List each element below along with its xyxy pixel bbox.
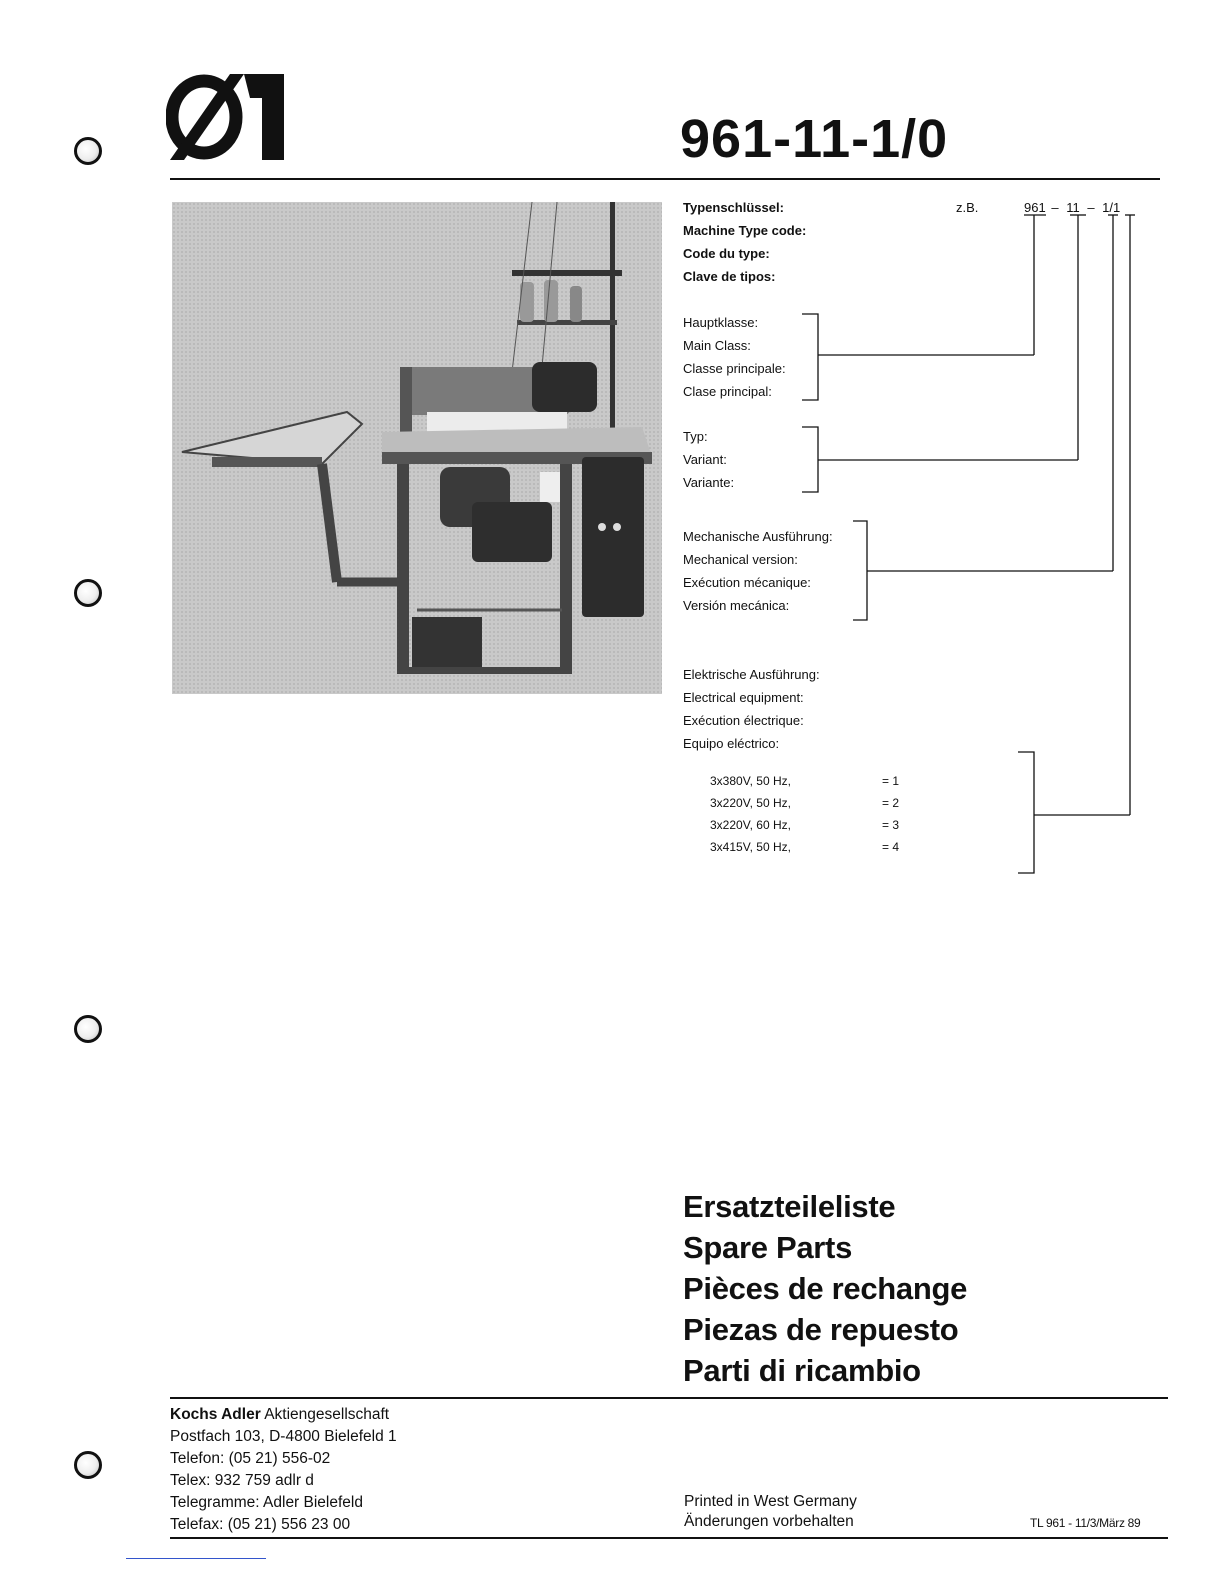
type-key-label-en: Machine Type code: [683, 223, 807, 238]
company-telegram: Telegramme: Adler Bielefeld [170, 1494, 363, 1511]
company-phone: Telefon: (05 21) 556-02 [170, 1450, 331, 1467]
company-postbox: Postfach 103, D-4800 Bielefeld 1 [170, 1428, 397, 1445]
title-en: Spare Parts [683, 1230, 853, 1265]
bottom-link-line [126, 1558, 266, 1559]
mechanical-en: Mechanical version: [683, 552, 798, 567]
title-es: Piezas de repuesto [683, 1312, 959, 1347]
mechanical-es: Versión mecánica: [683, 598, 790, 613]
voltage-option-1: 3x380V, 50 Hz, [710, 774, 791, 788]
type-key-label-de: Typenschlüssel: [683, 200, 784, 215]
code-variant: 11 [1066, 200, 1080, 215]
footer-rule-bottom [170, 1537, 1168, 1539]
electrical-en: Electrical equipment: [683, 690, 804, 705]
main-class-en: Main Class: [683, 338, 751, 353]
title-block [683, 1186, 967, 1391]
voltage-code-3: = 3 [882, 818, 900, 832]
example-prefix: z.B. [956, 200, 979, 215]
company-telex: Telex: 932 759 adlr d [170, 1472, 314, 1489]
code-main-class: 961 [1024, 200, 1046, 215]
code-dash-2: – [1087, 200, 1095, 215]
main-class-fr: Classe principale: [683, 361, 786, 376]
main-class-es: Clase principal: [683, 384, 772, 399]
variant-en: Variant: [683, 452, 727, 467]
mechanical-de: Mechanische Ausführung: [683, 529, 833, 544]
company-name [170, 1404, 397, 1426]
company-name-bold: Kochs Adler [170, 1406, 261, 1423]
variant-fr: Variante: [683, 475, 735, 490]
document-reference: TL 961 - 11/3/März 89 [1030, 1516, 1141, 1530]
code-electrical: 1 [1113, 200, 1121, 215]
electrical-es: Equipo eléctrico: [683, 736, 780, 751]
code-dash-1: – [1051, 200, 1059, 215]
mechanical-fr: Exécution mécanique: [683, 575, 811, 590]
footer-rule-top [170, 1397, 1168, 1399]
company-address [170, 1404, 397, 1536]
changes-reserved: Änderungen vorbehalten [684, 1513, 854, 1530]
print-info [684, 1492, 857, 1532]
voltage-code-2: = 2 [882, 796, 900, 810]
voltage-code-1: = 1 [882, 774, 900, 788]
model-number: 961-11-1/0 [680, 109, 949, 169]
main-class-de: Hauptklasse: [683, 315, 759, 330]
code-slash: / [1109, 200, 1114, 215]
type-key-label-fr: Code du type: [683, 246, 770, 261]
title-fr: Pièces de rechange [683, 1271, 968, 1306]
voltage-option-3: 3x220V, 60 Hz, [710, 818, 791, 832]
electrical-de: Elektrische Ausführung: [683, 667, 820, 682]
voltage-option-4: 3x415V, 50 Hz, [710, 840, 791, 854]
title-it: Parti di ricambio [683, 1353, 921, 1388]
voltage-option-2: 3x220V, 50 Hz, [710, 796, 791, 810]
variant-de: Typ: [683, 429, 708, 444]
company-name-rest: Aktiengesellschaft [264, 1406, 390, 1423]
code-mechanical: 1 [1102, 200, 1110, 215]
electrical-fr: Exécution électrique: [683, 713, 804, 728]
printed-in: Printed in West Germany [684, 1493, 857, 1510]
title-de: Ersatzteileliste [683, 1189, 896, 1224]
company-fax: Telefax: (05 21) 556 23 00 [170, 1516, 351, 1533]
type-key-label-es: Clave de tipos: [683, 269, 776, 284]
voltage-code-4: = 4 [882, 840, 900, 854]
